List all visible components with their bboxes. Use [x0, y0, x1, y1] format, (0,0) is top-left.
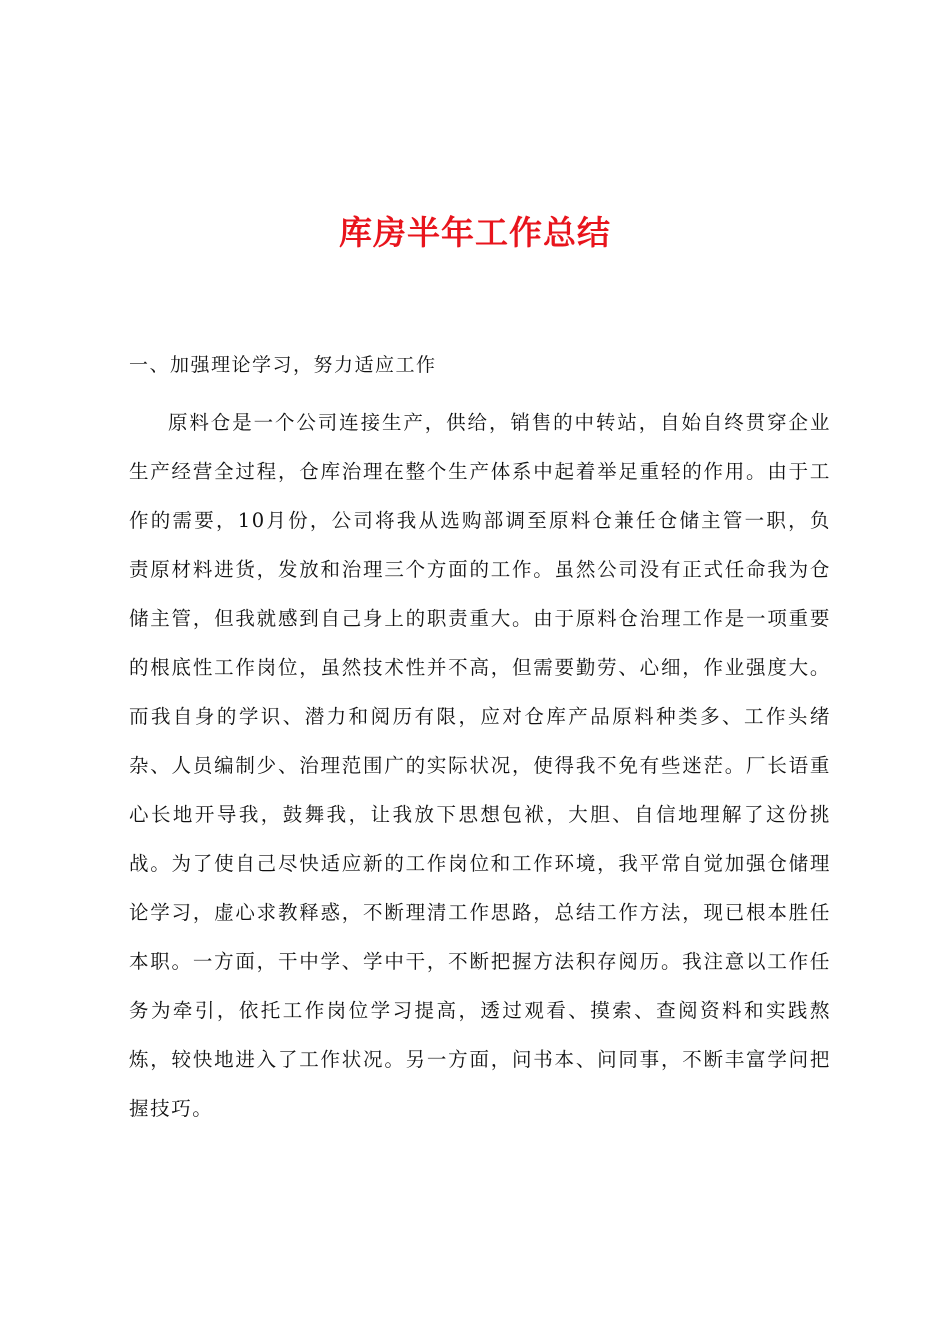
document-title: 库房半年工作总结	[339, 213, 611, 252]
body-paragraph: 原料仓是一个公司连接生产，供给，销售的中转站，自始自终贯穿企业生产经营全过程，仓库治理在整个生产体系中起着举足重轻的作用。由于工作的需要，10月份，公司将我从选购部调至原料仓兼任仓储主管一职，负责原材料进货，发放和治理三个方面的工作。虽然公司没有正式任命我为仓储主管，但我就感到自己身上的职责重大。由于原料仓治理工作是一项重要的根底性工作岗位，虽然技术性并不高，但需要勤劳、心细，作业强度大。而我自身的学识、潜力和阅历有限，应对仓库产品原料种类多、工作头绪杂、人员编制少、治理范围广的实际状况，使得我不免有些迷茫。厂长语重心长地开导我，鼓舞我，让我放下思想包袱，大胆、自信地理解了这份挑战。为了使自己尽快适应新的工作岗位和工作环境，我平常自觉加强仓储理论学习，虚心求教释惑，不断理清工作思路，总结工作方法，现已根本胜任本职。一方面，干中学、学中干，不断把握方法积存阅历。我注意以工作任务为牵引，依托工作岗位学习提高，透过观看、摸索、查阅资料和实践熬炼，较快地进入了工作状况。另一方面，问书本、问同事，不断丰富学问把握技巧。	[129, 411, 831, 1120]
section-heading: 一、加强理论学习，努力适应工作	[129, 354, 437, 376]
